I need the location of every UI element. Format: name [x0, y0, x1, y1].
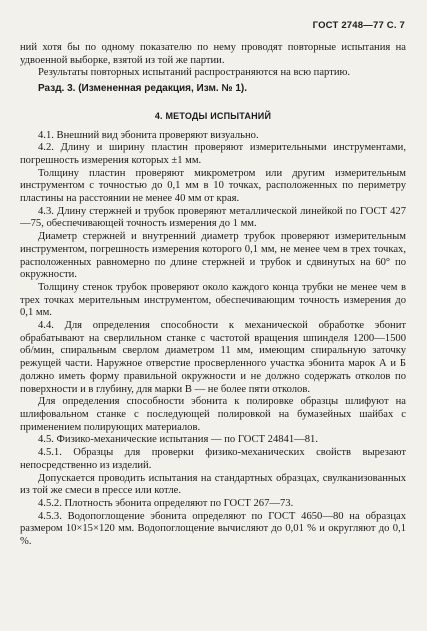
- document-body: [20, 42, 406, 549]
- paragraph-wall-thickness: Толщину стенок трубок проверяют около каждого конца трубки не менее чем в трех точках мерительным инструментом, обеспечивающим точность измерения до 0,1 мм.: [20, 281, 406, 319]
- clause-4-5-3: 4.5.3. Водопоглощение эбонита определяют по ГОСТ 4650—80 на образцах размером 10×15×120 мм. Водопоглощение вычисляют до 0,01 % и округляют до 0,1 %.: [20, 510, 406, 548]
- paragraph-polishing: Для определения способности эбонита к полировке образцы шлифуют на шлифовальном станке с последующей полировкой на бумазейных шайбах с применением полирующих материалов.: [20, 396, 406, 433]
- clause-4-2: 4.2. Длину и ширину пластин проверяют измерительными инструментами, погрешность измерения которых ±1 мм.: [20, 142, 406, 166]
- paragraph-plate-thickness: Толщину пластин проверяют микрометром или другим измерительным инструментом с точностью до 0,1 мм в 10 точках, расположенных по периметру пластины на расстоянии не менее 40 мм от края.: [20, 167, 406, 205]
- clause-4-5-1: 4.5.1. Образцы для проверки физико-механических свойств вырезают непосредственно из изделий.: [20, 447, 406, 471]
- amendment-note: Разд. 3. (Измененная редакция, Изм. № 1).: [38, 83, 247, 95]
- clause-4-5-2: 4.5.2. Плотность эбонита определяют по ГОСТ 267—73.: [38, 497, 294, 509]
- clause-4-3: 4.3. Длину стержней и трубок проверяют металлической линейкой по ГОСТ 427—75, обеспечивающей точность измерения до 1 мм.: [20, 205, 406, 230]
- clause-4-5: 4.5. Физико-механические испытания — по ГОСТ 24841—81.: [38, 434, 318, 446]
- page-header: ГОСТ 2748—77 С. 7: [312, 20, 405, 31]
- clause-4-4: 4.4. Для определения способности к механической обработке эбонит обрабатывают на сверлильном станке с частотой вращения шпинделя 1200—1500 об/мин, спиральным сверлом диаметром 11 мм, имеющим спиральную заточку режущей части. Наружное отверстие просверленного участка эбонита марок А и Б должно иметь форму правильной окружности и не должно содержать отколов по поверхности и в глубину, для марки В — не более пяти отколов.: [20, 320, 406, 395]
- paragraph-repeat-tests: Результаты повторных испытаний распространяются на всю партию.: [38, 67, 351, 79]
- clause-4-1: 4.1. Внешний вид эбонита проверяют визуально.: [38, 129, 259, 141]
- paragraph-diameter: Диаметр стержней и внутренний диаметр трубок проверяют измерительным инструментом, погрешность измерения которого 0,1 мм, не менее чем в трех точках, расположенных равномерно по длине стержней и трубок и сдвинутых на 60° по окружности.: [20, 231, 406, 281]
- section-title: 4. МЕТОДЫ ИСПЫТАНИЙ: [154, 110, 272, 121]
- paragraph-continuation: ний хотя бы по одному показателю по нему проводят повторные испытания на удвоенной выборке, взятой из той же партии.: [20, 42, 406, 66]
- paragraph-standard-samples: Допускается проводить испытания на стандартных образцах, свулканизованных из той же смеси в прессе или котле.: [20, 472, 406, 497]
